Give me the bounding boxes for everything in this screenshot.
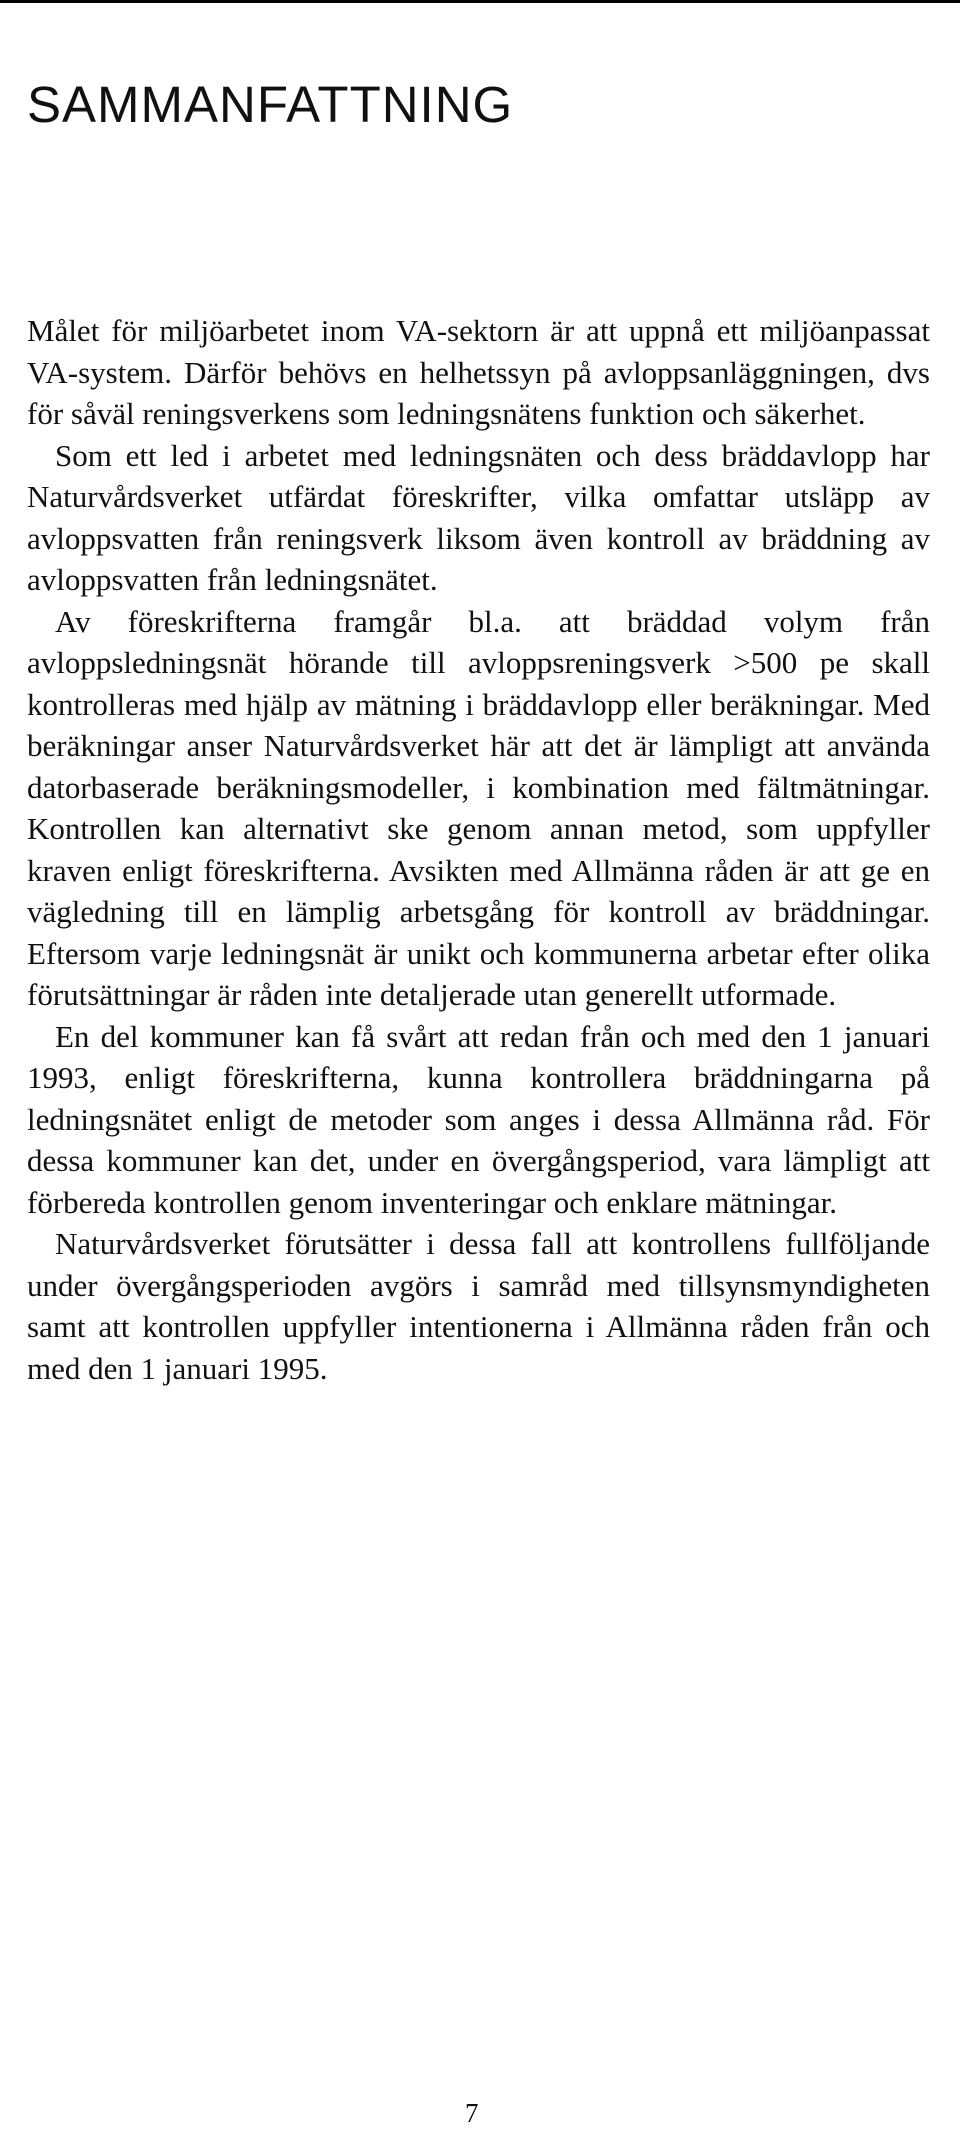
paragraph-1: Målet för miljöarbetet inom VA-sektorn är att uppnå ett miljöanpassat VA-system. Därför behövs en helhetssyn på avloppsanläggningen, dvs för såväl reningsverkens som ledningsnätens funktion och säkerhet. xyxy=(27,313,930,431)
paragraph-2: Som ett led i arbetet med ledningsnäten och dess bräddavlopp har Naturvårdsverket utfärdat föreskrifter, vilka omfattar utsläpp av avloppsvatten från reningsverk liksom även kontroll av bräddning av avloppsvatten från ledningsnätet. xyxy=(27,437,930,597)
page-number: 7 xyxy=(465,2098,479,2128)
paragraph-5: Naturvårdsverket förutsätter i dessa fall att kontrollens fullföljande under övergångsperioden avgörs i samråd med tillsynsmyndigheten samt att kontrollen uppfyller intentionerna i Allmänna råden från och med den 1 januari 1995. xyxy=(27,1226,930,1386)
summary-body xyxy=(27,310,930,1389)
top-rule xyxy=(0,0,960,3)
page-title: SAMMANFATTNING xyxy=(27,76,514,133)
paragraph-3: Av föreskrifterna framgår bl.a. att bräddad volym från avloppsledningsnät hörande till avloppsreningsverk >500 pe skall kontrolleras med hjälp av mätning i bräddavlopp eller beräkningar. Med beräkningar anser Naturvårdsverket här att det är lämpligt att använda datorbaserade beräkningsmodeller, i kombination med fältmätningar. Kontrollen kan alternativt ske genom annan metod, som uppfyller kraven enligt föreskrifterna. Avsikten med Allmänna råden är att ge en vägledning till en lämplig arbetsgång för kontroll av bräddningar. Eftersom varje ledningsnät är unikt och kommunerna arbetar efter olika förutsättningar är råden inte detaljerade utan generellt utformade. xyxy=(27,603,930,1012)
paragraph-4: En del kommuner kan få svårt att redan från och med den 1 januari 1993, enligt föreskrifterna, kunna kontrollera bräddningarna på ledningsnätet enligt de metoder som anges i dessa Allmänna råd. För dessa kommuner kan det, under en övergångsperiod, vara lämpligt att förbereda kontrollen genom inventeringar och enklare mätningar. xyxy=(27,1018,930,1220)
